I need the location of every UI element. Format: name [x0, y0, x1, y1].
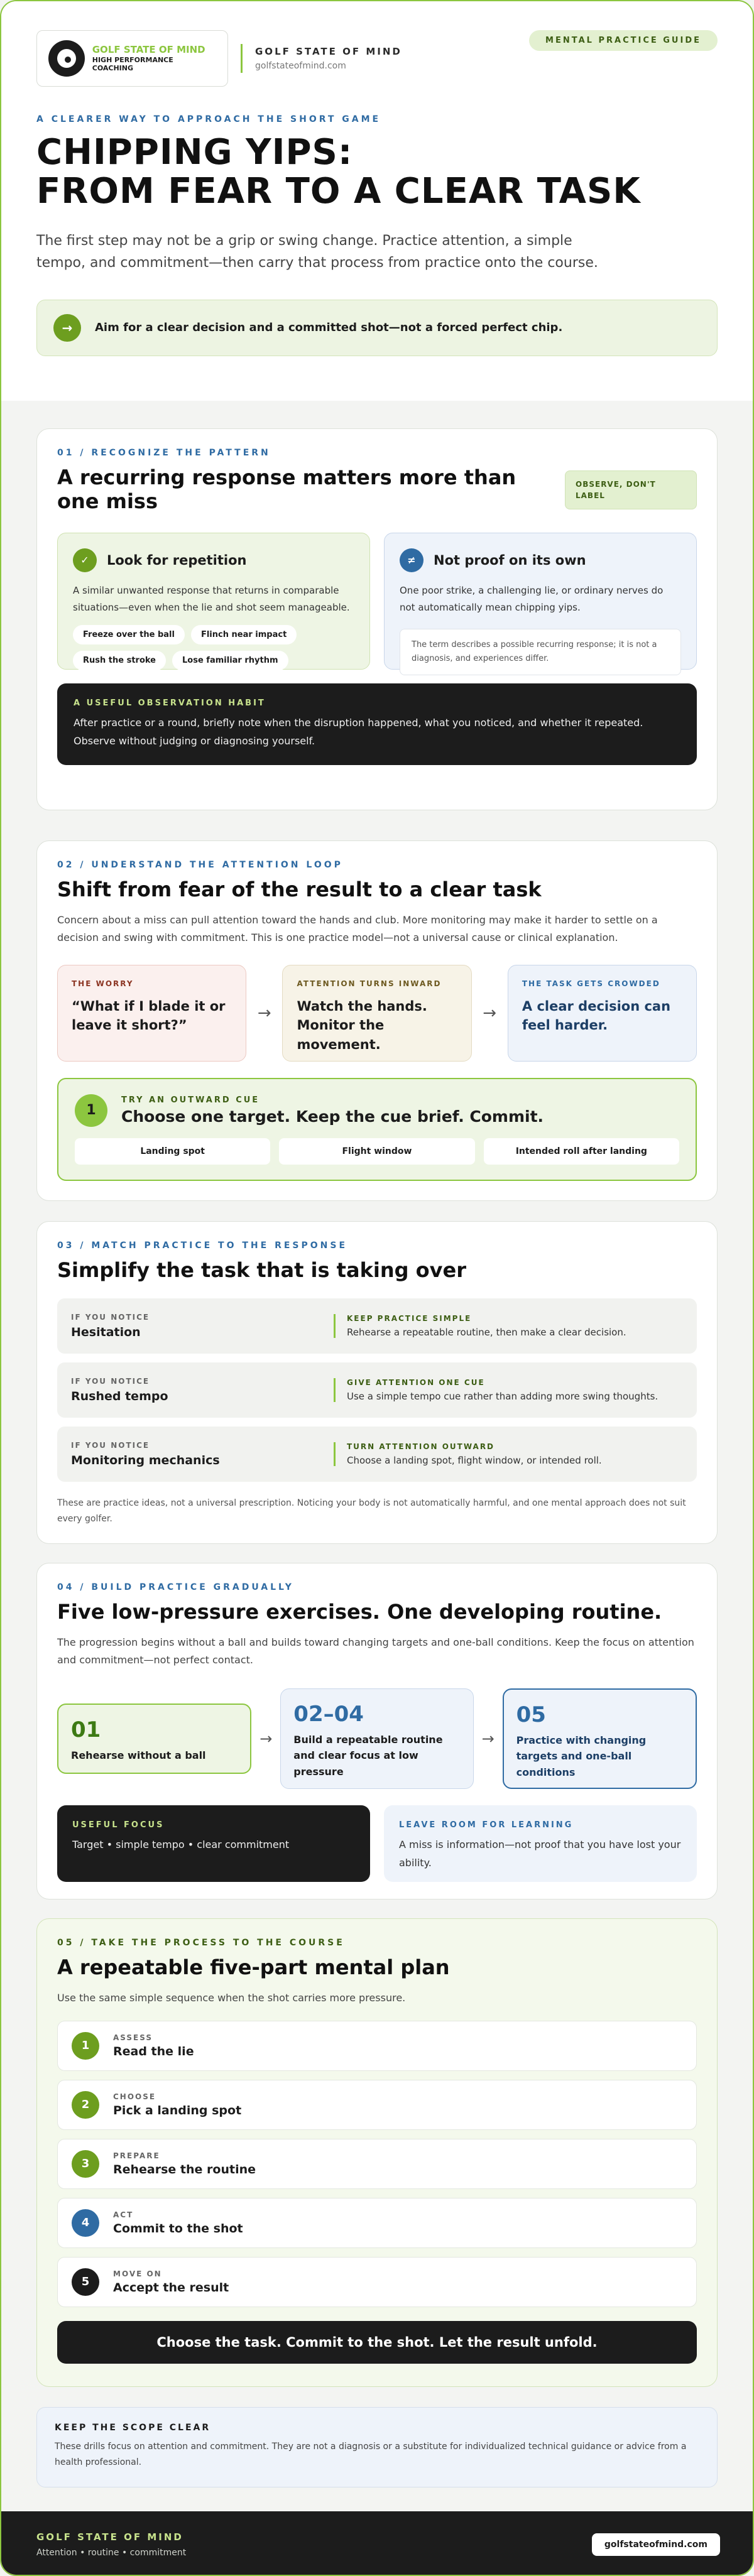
useful-focus — [57, 1805, 370, 1882]
action-label: TURN ATTENTION OUTWARD — [347, 1442, 495, 1452]
section4-eyebrow: 04 / BUILD PRACTICE GRADUALLY — [57, 1582, 294, 1592]
plan-step — [57, 2257, 697, 2307]
golf-ball-icon — [48, 40, 85, 77]
loop-text: “What if I blade it or leave it short?” — [72, 998, 226, 1033]
section1-title: A recurring response matters more than one miss — [57, 465, 516, 514]
notice-col — [71, 1313, 334, 1339]
cue-option: Intended roll after landing — [484, 1138, 679, 1165]
hero-callout — [36, 300, 718, 356]
repetition-title: Look for repetition — [107, 552, 247, 568]
cue-title: Choose one target. Keep the cue brief. Commit. — [121, 1107, 544, 1126]
hero-eyebrow: A CLEARER WAY TO APPROACH THE SHORT GAME — [36, 114, 381, 124]
plan-step-title: Accept the result — [113, 2280, 229, 2295]
step-number: 2 — [72, 2091, 99, 2119]
cue-option: Flight window — [279, 1138, 474, 1165]
action-col — [334, 1314, 683, 1338]
symptom-chip: Rush the stroke — [73, 651, 166, 670]
arrow-right-icon: → — [481, 1729, 494, 1747]
check-icon: ✓ — [73, 548, 97, 572]
plan-step-label: ACT — [113, 2210, 134, 2219]
logo[interactable] — [36, 30, 228, 87]
section-attention-loop — [36, 840, 718, 1201]
action-col — [334, 1442, 683, 1466]
notice-value: Monitoring mechanics — [71, 1454, 220, 1468]
habit-text: After practice or a round, briefly note when the disruption happened, what you noticed, and whether it repeated. Observe without judging or diagnosing yourself. — [74, 716, 643, 747]
plan-step-label: MOVE ON — [113, 2269, 162, 2278]
section4-title: Five low-pressure exercises. One developing routine. — [57, 1600, 662, 1624]
match-row — [57, 1427, 697, 1482]
section-recognize — [36, 428, 718, 810]
logo-text — [92, 44, 216, 73]
section-build-practice — [36, 1563, 718, 1899]
practice-progression — [57, 1688, 697, 1789]
action-col — [334, 1378, 683, 1402]
section5-desc: Use the same simple sequence when the shot carries more pressure. — [57, 1992, 406, 2004]
cue-number: 1 — [75, 1094, 107, 1127]
plan-list — [57, 2021, 697, 2307]
notice-label: IF YOU NOTICE — [71, 1377, 150, 1386]
step-text: Build a repeatable routine and clear focus at low pressure — [293, 1733, 443, 1778]
cue-option: Landing spot — [75, 1138, 270, 1165]
match-row — [57, 1298, 697, 1354]
symptom-chip: Flinch near impact — [191, 625, 297, 644]
loop-text: A clear decision can feel harder. — [522, 998, 671, 1033]
not-proof-title: Not proof on its own — [434, 552, 586, 568]
repetition-pane — [57, 533, 370, 670]
plan-step-text — [113, 2033, 194, 2058]
top-bar — [36, 30, 718, 87]
not-proof-note: The term describes a possible recurring response; it is not a diagnosis, and experiences differ. — [400, 629, 681, 675]
section1-panes — [57, 533, 697, 670]
habit-label: A USEFUL OBSERVATION HABIT — [74, 698, 266, 708]
plan-step-label: PREPARE — [113, 2151, 160, 2160]
plan-step — [57, 2139, 697, 2189]
match-list — [57, 1298, 697, 1482]
progression-step — [57, 1704, 251, 1774]
plan-step — [57, 2080, 697, 2130]
step-number: 01 — [71, 1717, 101, 1742]
hero-section — [1, 1, 753, 401]
plan-step-title: Commit to the shot — [113, 2221, 243, 2236]
footer-brand: GOLF STATE OF MIND — [36, 2531, 183, 2543]
notice-value: Hesitation — [71, 1325, 141, 1340]
scope-text: These drills focus on attention and commitment. They are not a diagnosis or a substitute for individualized technical guidance or advice from a health professional. — [55, 2442, 687, 2468]
symptom-chip: Freeze over the ball — [73, 625, 185, 644]
symptom-chip: Lose familiar rhythm — [172, 651, 288, 670]
observation-habit — [57, 683, 697, 766]
loop-text: Watch the hands. Monitor the movement. — [297, 998, 427, 1052]
attention-loop — [57, 965, 697, 1062]
guide-badge: MENTAL PRACTICE GUIDE — [529, 30, 718, 51]
loop-label: ATTENTION TURNS INWARD — [297, 979, 442, 988]
section4-notes — [57, 1805, 697, 1882]
scope-label: KEEP THE SCOPE CLEAR — [55, 2423, 211, 2433]
section3-footnote: These are practice ideas, not a universal prescription. Noticing your body is not automatically harmful, and one mental approach does not suit every golfer. — [57, 1498, 686, 1524]
brand-url[interactable]: golfstateofmind.com — [255, 61, 346, 71]
progression-step — [280, 1688, 473, 1789]
loop-label: THE TASK GETS CROWDED — [522, 979, 660, 988]
learn-label: LEAVE ROOM FOR LEARNING — [399, 1820, 574, 1830]
section3-title: Simplify the task that is taking over — [57, 1258, 466, 1282]
footer-tagline: Attention • routine • commitment — [36, 2547, 187, 2558]
repetition-head — [73, 548, 354, 572]
step-number: 02–04 — [293, 1701, 364, 1727]
step-number: 4 — [72, 2209, 99, 2237]
not-proof-text: One poor strike, a challenging lie, or ordinary nerves do not automatically mean chipping yips. — [400, 584, 664, 613]
learn-text: A miss is information—not proof that you have lost your ability. — [399, 1838, 681, 1869]
notice-value: Rushed tempo — [71, 1389, 168, 1404]
cue-label: TRY AN OUTWARD CUE — [121, 1095, 260, 1105]
section3-eyebrow: 03 / MATCH PRACTICE TO THE RESPONSE — [57, 1241, 348, 1251]
plan-step-title: Rehearse the routine — [113, 2162, 256, 2177]
section2-desc: Concern about a miss can pull attention toward the hands and club. More monitoring may make it harder to settle on a decision and swing with commitment. This is one practice model—not a universal cause or clinical explanation. — [57, 914, 658, 943]
section2-eyebrow: 02 / UNDERSTAND THE ATTENTION LOOP — [57, 860, 343, 870]
step-number: 5 — [72, 2268, 99, 2296]
repetition-text: A similar unwanted response that returns in comparable situations—even when the lie and shot seem manageable. — [73, 584, 350, 613]
action-text: Rehearse a repeatable routine, then make a clear decision. — [347, 1327, 626, 1339]
plan-step — [57, 2198, 697, 2248]
loop-step — [57, 965, 246, 1062]
brand-info — [255, 46, 402, 71]
arrow-right-icon: → — [257, 1003, 271, 1023]
not-proof-pane — [384, 533, 697, 670]
notice-col — [71, 1441, 334, 1467]
page-title — [36, 133, 718, 210]
plan-step — [57, 2021, 697, 2071]
section1-eyebrow: 01 / RECOGNIZE THE PATTERN — [57, 448, 271, 458]
title-line2: FROM FEAR TO A CLEAR TASK — [36, 170, 641, 212]
action-text: Use a simple tempo cue rather than adding more swing thoughts. — [347, 1391, 658, 1403]
plan-step-label: ASSESS — [113, 2033, 153, 2042]
hero-callout-text: Aim for a clear decision and a committed shot—not a forced perfect chip. — [95, 321, 563, 335]
action-text: Choose a landing spot, flight window, or intended roll. — [347, 1455, 602, 1467]
footer-url-link[interactable]: golfstateofmind.com — [592, 2533, 720, 2556]
plan-step-text — [113, 2092, 241, 2117]
plan-step-text — [113, 2151, 256, 2177]
focus-text: Target • simple tempo • clear commitment — [72, 1838, 290, 1850]
plan-step-text — [113, 2210, 243, 2236]
plan-step-label: CHOOSE — [113, 2092, 156, 2101]
section4-desc: The progression begins without a ball and builds toward changing targets and one-ball conditions. Keep the focus on attention and commitment—not perfect contact. — [57, 1636, 694, 1666]
loop-step — [508, 965, 697, 1062]
logo-line1: GOLF STATE OF MIND — [92, 43, 205, 55]
final-banner: Choose the task. Commit to the shot. Let the result unfold. — [57, 2321, 697, 2364]
plan-step-title: Read the lie — [113, 2044, 194, 2058]
brand — [36, 30, 402, 87]
notice-col — [71, 1377, 334, 1403]
cue-heading — [121, 1095, 544, 1126]
step-number: 3 — [72, 2150, 99, 2178]
not-proof-head — [400, 548, 681, 572]
notice-label: IF YOU NOTICE — [71, 1441, 150, 1450]
brand-name: GOLF STATE OF MIND — [255, 46, 402, 57]
footer-brand-block — [36, 2531, 186, 2558]
title-line1: CHIPPING YIPS: — [36, 132, 353, 173]
symptom-chips — [73, 625, 354, 670]
arrow-right-icon: → — [483, 1003, 497, 1023]
action-label: GIVE ATTENTION ONE CUE — [347, 1378, 485, 1388]
cue-head — [75, 1094, 679, 1127]
progression-step — [503, 1688, 697, 1789]
section-mental-plan — [36, 1918, 718, 2387]
plan-step-title: Pick a landing spot — [113, 2103, 242, 2117]
step-number: 05 — [516, 1702, 546, 1727]
room-for-learning — [384, 1805, 697, 1882]
brand-divider — [241, 44, 243, 73]
match-row — [57, 1362, 697, 1418]
loop-step — [282, 965, 471, 1062]
plan-step-text — [113, 2269, 229, 2295]
cue-options — [75, 1138, 679, 1165]
loop-label: THE WORRY — [72, 979, 134, 988]
section5-title: A repeatable five-part mental plan — [57, 1955, 450, 1979]
arrow-right-icon: → — [260, 1729, 273, 1747]
section2-title: Shift from fear of the result to a clear task — [57, 878, 542, 901]
footer — [1, 2511, 754, 2576]
focus-label: USEFUL FOCUS — [72, 1820, 165, 1830]
step-number: 1 — [72, 2032, 99, 2060]
action-label: KEEP PRACTICE SIMPLE — [347, 1314, 472, 1323]
scope-note — [36, 2407, 718, 2487]
observe-tag: OBSERVE, DON'T LABEL — [565, 470, 697, 509]
hero-subtitle: The first step may not be a grip or swing change. Practice attention, a simple tempo, and commitment—then carry that process from practice onto the course. — [36, 233, 598, 271]
arrow-right-icon: → — [53, 314, 81, 342]
step-text: Rehearse without a ball — [71, 1749, 206, 1761]
step-text: Practice with changing targets and one-ball conditions — [516, 1734, 647, 1778]
not-equal-icon: ≠ — [400, 548, 423, 572]
logo-line2: HIGH PERFORMANCE COACHING — [92, 55, 173, 73]
outward-cue — [57, 1078, 697, 1181]
section5-eyebrow: 05 / TAKE THE PROCESS TO THE COURSE — [57, 1938, 345, 1948]
section-match-practice — [36, 1221, 718, 1544]
notice-label: IF YOU NOTICE — [71, 1313, 150, 1322]
